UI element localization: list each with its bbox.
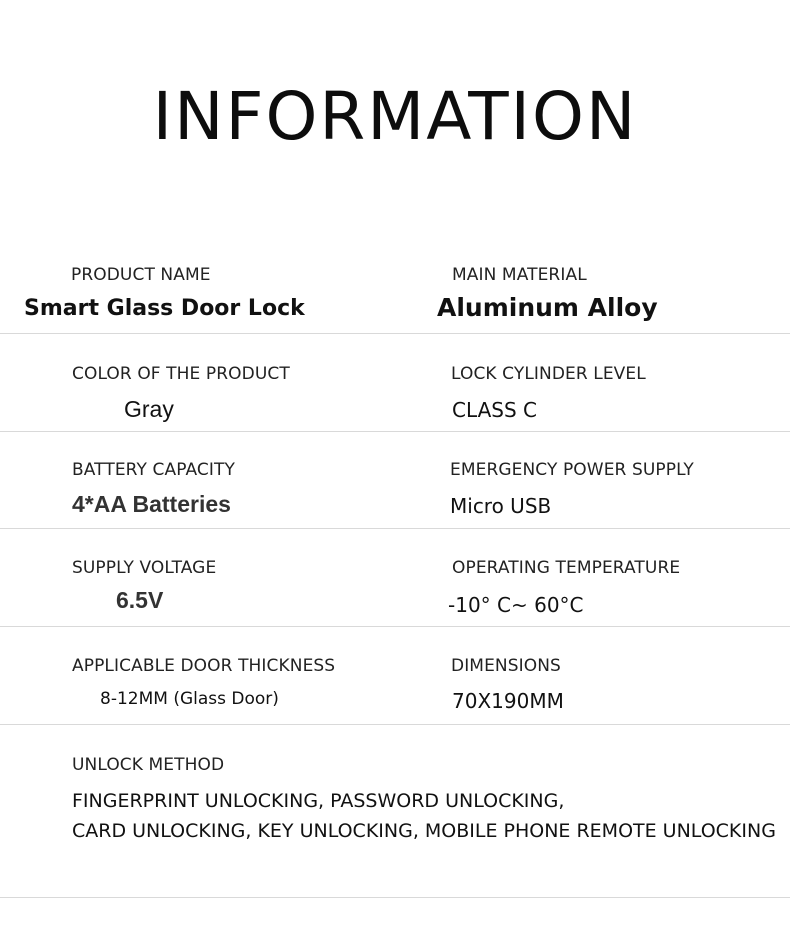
row-divider	[0, 431, 790, 432]
row-divider	[0, 897, 790, 898]
operating-temp-value: -10° C~ 60°C	[448, 593, 584, 617]
color-label: COLOR OF THE PRODUCT	[72, 364, 290, 384]
color-value: Gray	[124, 396, 174, 422]
row-divider	[0, 333, 790, 334]
unlock-method-line-2: CARD UNLOCKING, KEY UNLOCKING, MOBILE PHONE REMOTE UNLOCKING	[72, 820, 776, 842]
operating-temp-label: OPERATING TEMPERATURE	[452, 558, 681, 578]
unlock-method-label: UNLOCK METHOD	[72, 755, 225, 775]
door-thickness-label: APPLICABLE DOOR THICKNESS	[72, 656, 336, 676]
unlock-method-line-1: FINGERPRINT UNLOCKING, PASSWORD UNLOCKING,	[72, 790, 565, 812]
row-divider	[0, 626, 790, 627]
row-divider	[0, 724, 790, 725]
page-title: INFORMATION	[152, 78, 638, 155]
product-name-label: PRODUCT NAME	[71, 265, 211, 285]
row-divider	[0, 528, 790, 529]
lock-cylinder-label: LOCK CYLINDER LEVEL	[451, 364, 646, 384]
dimensions-label: DIMENSIONS	[451, 656, 561, 676]
emergency-power-value: Micro USB	[450, 494, 552, 518]
product-name-value: Smart Glass Door Lock	[24, 296, 305, 321]
main-material-value: Aluminum Alloy	[437, 293, 658, 322]
door-thickness-value: 8-12MM (Glass Door)	[100, 689, 279, 709]
supply-voltage-label: SUPPLY VOLTAGE	[72, 558, 217, 578]
lock-cylinder-value: CLASS C	[452, 398, 537, 422]
main-material-label: MAIN MATERIAL	[452, 265, 587, 285]
supply-voltage-value: 6.5V	[116, 587, 164, 613]
battery-value: 4*AA Batteries	[72, 491, 231, 517]
emergency-power-label: EMERGENCY POWER SUPPLY	[450, 460, 694, 480]
dimensions-value: 70X190MM	[452, 689, 564, 713]
battery-label: BATTERY CAPACITY	[72, 460, 235, 480]
